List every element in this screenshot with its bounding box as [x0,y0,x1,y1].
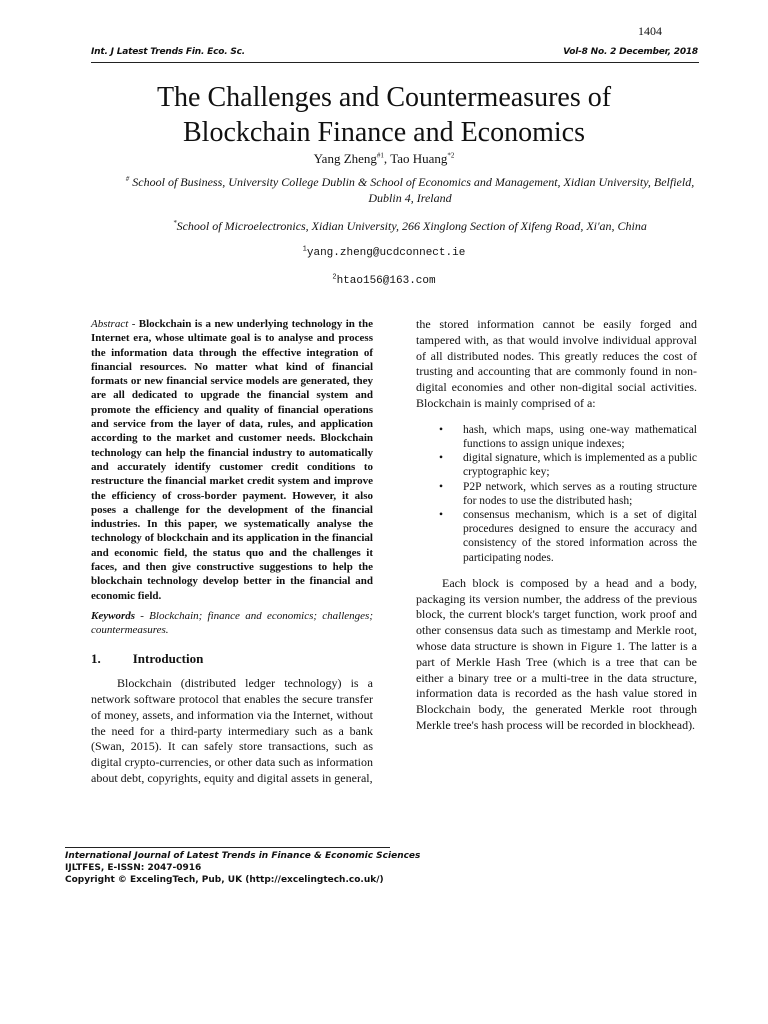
affiliation-2 [120,218,700,234]
keywords-text: - Blockchain; finance and economics; challenges; countermeasures. [91,609,373,637]
list-item-text: hash, which maps, using one-way mathematical functions to assign unique indexes; [463,423,697,450]
author-1-mark: #1 [376,151,384,160]
list-item [416,508,697,565]
list-item [416,451,697,479]
author-1: Yang Zheng [313,151,377,166]
email-1-mark: 1 [302,245,307,254]
author-separator: , [383,151,391,166]
intro-paragraph: Blockchain (distributed ledger technology) is a network software protocol that enables the secure transfer of money, assets, and information via the Internet, without the need for a third-party intermediary such as a bank (Swan, 2015). It can safely store transactions, such as digital crypto-currencies, or other data such as information about debt, copyrights, equity and digital assets in general, [91,675,373,786]
email-2-mark: 2 [332,273,337,282]
affiliation-2-mark: * [173,219,177,227]
email-2[interactable] [60,275,708,287]
bullet-icon: • [439,423,444,436]
right-paragraph-1: the stored information cannot be easily forged and tampered with, as that would involve individual approval of all distributed nodes. This greatly reduces the cost of trusting and accounting that are commonly found in non-digital economies and other non-digital social activities. Blockchain is mainly comprised of a: [416,317,697,410]
abstract-text: Blockchain is a new underlying technology in the Internet era, whose ultimate goal is to analyse and process the information data through the effective integration of financial resources. No matter what kind of financial formats or new financial service models are generated, they are all dedicated to upgrade the financial system and promote the efficiency and quality of financial operations and service from the layer of data, rules, and application according to the market and customer needs. Blockchain technology can help the financial industry to automatically and accurately identify customer credit conditions to restructure the financial market credit system and improve the efficiency of cross-border payment. However, it also poses a challenge for the development of the financial industries. In this paper, we systematically analyse the technology of blockchain and its application in the financial and economic field, the status quo and the challenges it faces, and then give constructive suggestions to help the blockchain technology develop better in the financial and economic field. [91,318,373,602]
bullet-icon: • [439,509,444,521]
header-divider [91,62,699,63]
footer-divider [65,847,390,848]
bullet-icon: • [439,480,444,493]
section-title: Introduction [132,650,204,666]
abstract [91,317,373,603]
keywords-label: Keywords [91,609,135,622]
section-number: 1. [91,650,101,666]
email-1-address[interactable]: yang.zheng@ucdconnect.ie [306,247,466,259]
footer-issn: IJLTFES, E-ISSN: 2047-0916 [65,863,202,873]
paper-title [60,80,708,150]
list-item-text: P2P network, which serves as a routing structure for nodes to use the distributed hash; [463,480,697,507]
footer-journal: International Journal of Latest Trends in Finance & Economic Sciences [65,851,421,861]
affiliation-1 [120,174,700,206]
email-1[interactable] [60,247,708,259]
list-item [416,480,697,508]
left-column [91,317,373,787]
title-line-1: The Challenges and Countermeasures of [156,82,612,113]
list-item [416,423,697,451]
footer [65,850,420,886]
page-number: 1404 [638,24,662,38]
affiliation-1-text: School of Business, University College Dublin & School of Economics and Management, Xidian University, Belfield, Dublin 4, Ireland [132,175,695,205]
journal-header: Int. J Latest Trends Fin. Eco. Sc. [91,47,245,57]
abstract-label: Abstract - [91,318,139,330]
bullet-icon: • [439,452,444,465]
author-2-mark: *2 [447,151,455,160]
title-line-2: Blockchain Finance and Economics [183,117,585,148]
component-list [416,423,697,565]
email-2-address[interactable]: htao156@163.com [336,275,436,287]
affiliation-2-text: School of Microelectronics, Xidian University, 266 Xinglong Section of Xifeng Road, Xi'an, China [176,219,647,233]
footer-copyright: Copyright © ExcelingTech, Pub, UK (http://excelingtech.co.uk/) [65,875,384,885]
author-list [60,151,708,167]
keywords [91,609,373,638]
volume-header: Vol-8 No. 2 December, 2018 [563,47,698,57]
affiliation-1-mark: # [125,175,130,183]
list-item-text: digital signature, which is implemented as a public cryptographic key; [463,452,697,479]
list-item-text: consensus mechanism, which is a set of digital procedures designed to ensure the accuracy and consistency of the stored information across the participating nodes. [463,509,697,564]
author-2: Tao Huang [390,151,448,166]
right-paragraph-2: Each block is composed by a head and a body, packaging its version number, the address of the previous block, the current block's target function, work proof and other consensus data such as timestamp and Merkle root, whose data structure is shown in Figure 1. The latter is a part of Merkle Hash Tree (which is a tree that can be either a binary tree or a multi-tree in the data structure, information data is recorded as the hash value stored in Blockchain body, the generated Merkle root through Merkle tree's hash process will be recorded in blockhead). [416,575,697,732]
right-column [416,317,697,734]
section-heading [91,652,373,666]
